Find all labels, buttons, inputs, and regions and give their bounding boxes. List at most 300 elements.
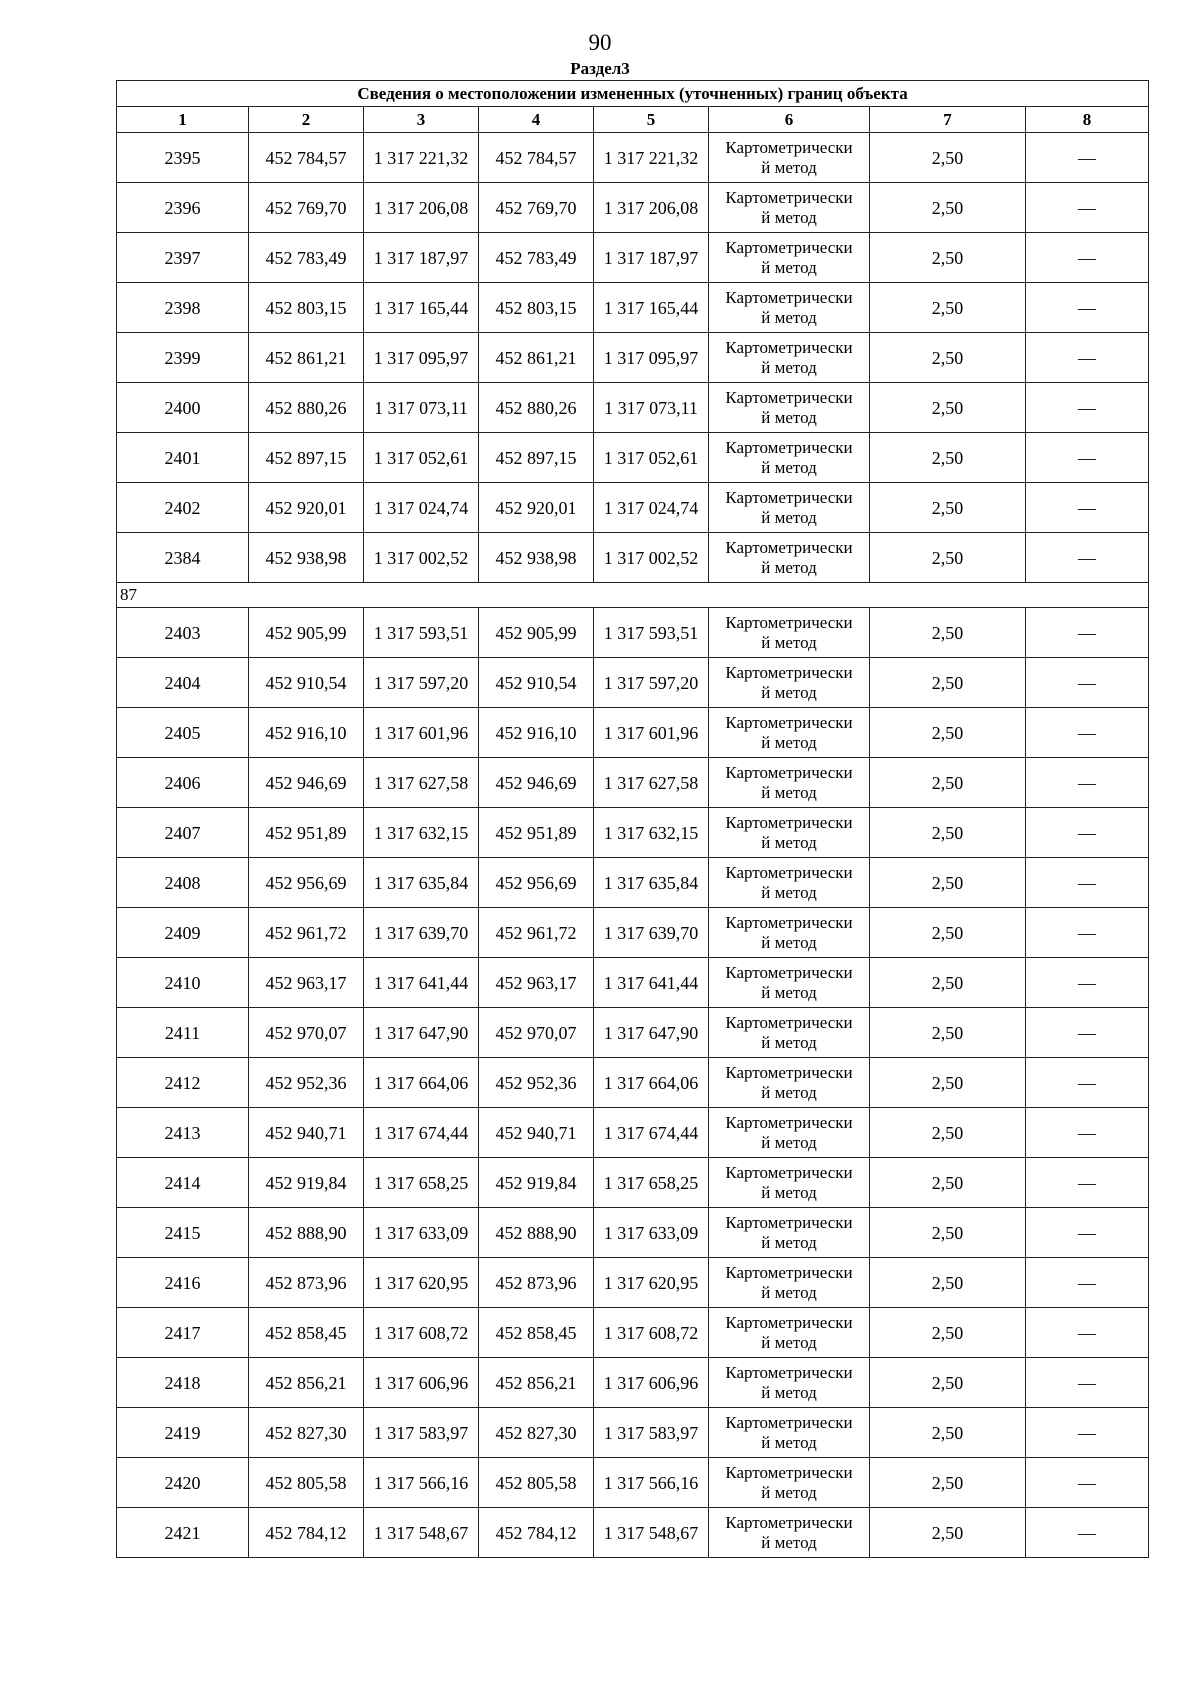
y-new-coordinate-cell: 1 317 632,15: [594, 808, 709, 858]
accuracy-cell: 2,50: [870, 1158, 1026, 1208]
method-text-line: й метод: [761, 257, 817, 277]
description-cell: —: [1026, 658, 1149, 708]
y-coordinate-cell: 1 317 593,51: [364, 608, 479, 658]
y-coordinate-cell: 1 317 633,09: [364, 1208, 479, 1258]
method-text-line: Картометрически: [725, 437, 853, 457]
method-text-line: й метод: [761, 1032, 817, 1052]
method-cell: [709, 1458, 870, 1508]
accuracy-cell: 2,50: [870, 183, 1026, 233]
method-text-line: й метод: [761, 1182, 817, 1202]
method-cell: [709, 483, 870, 533]
method-text-line: й метод: [761, 832, 817, 852]
group-label-row: [117, 583, 1149, 608]
method-text-line: й метод: [761, 307, 817, 327]
point-number-cell: 2409: [117, 908, 249, 958]
method-text-line: Картометрически: [725, 537, 853, 557]
y-new-coordinate-cell: 1 317 674,44: [594, 1108, 709, 1158]
method-cell: [709, 1358, 870, 1408]
x-new-coordinate-cell: 452 784,12: [479, 1508, 594, 1558]
method-text-line: й метод: [761, 932, 817, 952]
y-new-coordinate-cell: 1 317 566,16: [594, 1458, 709, 1508]
table-row: [117, 858, 1149, 908]
method-text-line: й метод: [761, 1232, 817, 1252]
accuracy-cell: 2,50: [870, 858, 1026, 908]
x-new-coordinate-cell: 452 888,90: [479, 1208, 594, 1258]
y-new-coordinate-cell: 1 317 221,32: [594, 133, 709, 183]
x-new-coordinate-cell: 452 916,10: [479, 708, 594, 758]
method-text-line: й метод: [761, 357, 817, 377]
y-new-coordinate-cell: 1 317 597,20: [594, 658, 709, 708]
y-coordinate-cell: 1 317 095,97: [364, 333, 479, 383]
description-cell: —: [1026, 858, 1149, 908]
point-number-cell: 2419: [117, 1408, 249, 1458]
method-text-line: Картометрически: [725, 287, 853, 307]
description-cell: —: [1026, 1058, 1149, 1108]
accuracy-cell: 2,50: [870, 1358, 1026, 1408]
y-new-coordinate-cell: 1 317 627,58: [594, 758, 709, 808]
description-cell: —: [1026, 708, 1149, 758]
table-row: [117, 233, 1149, 283]
table-row: [117, 1158, 1149, 1208]
description-cell: —: [1026, 183, 1149, 233]
column-number: 3: [364, 107, 479, 133]
y-coordinate-cell: 1 317 658,25: [364, 1158, 479, 1208]
x-new-coordinate-cell: 452 880,26: [479, 383, 594, 433]
y-new-coordinate-cell: 1 317 052,61: [594, 433, 709, 483]
y-new-coordinate-cell: 1 317 165,44: [594, 283, 709, 333]
method-text-line: й метод: [761, 1282, 817, 1302]
x-new-coordinate-cell: 452 919,84: [479, 1158, 594, 1208]
method-text-line: й метод: [761, 782, 817, 802]
method-text-line: й метод: [761, 732, 817, 752]
table-row: [117, 1358, 1149, 1408]
table-row: [117, 283, 1149, 333]
method-cell: [709, 1508, 870, 1558]
y-coordinate-cell: 1 317 221,32: [364, 133, 479, 183]
method-text-line: Картометрически: [725, 812, 853, 832]
accuracy-cell: 2,50: [870, 758, 1026, 808]
table-row: [117, 333, 1149, 383]
point-number-cell: 2410: [117, 958, 249, 1008]
description-cell: —: [1026, 1508, 1149, 1558]
table-row: [117, 758, 1149, 808]
method-text-line: й метод: [761, 1532, 817, 1552]
point-number-cell: 2408: [117, 858, 249, 908]
x-coordinate-cell: 452 805,58: [249, 1458, 364, 1508]
point-number-cell: 2400: [117, 383, 249, 433]
method-cell: [709, 608, 870, 658]
method-text-line: Картометрически: [725, 137, 853, 157]
method-text-line: Картометрически: [725, 712, 853, 732]
method-text-line: й метод: [761, 682, 817, 702]
y-coordinate-cell: 1 317 674,44: [364, 1108, 479, 1158]
y-coordinate-cell: 1 317 647,90: [364, 1008, 479, 1058]
accuracy-cell: 2,50: [870, 1308, 1026, 1358]
method-text-line: Картометрически: [725, 912, 853, 932]
y-coordinate-cell: 1 317 597,20: [364, 658, 479, 708]
y-coordinate-cell: 1 317 635,84: [364, 858, 479, 908]
method-text-line: й метод: [761, 882, 817, 902]
table-row: [117, 383, 1149, 433]
table-row: [117, 183, 1149, 233]
x-coordinate-cell: 452 940,71: [249, 1108, 364, 1158]
y-new-coordinate-cell: 1 317 024,74: [594, 483, 709, 533]
point-number-cell: 2399: [117, 333, 249, 383]
y-new-coordinate-cell: 1 317 095,97: [594, 333, 709, 383]
accuracy-cell: 2,50: [870, 133, 1026, 183]
y-new-coordinate-cell: 1 317 639,70: [594, 908, 709, 958]
method-cell: [709, 1008, 870, 1058]
method-text-line: Картометрически: [725, 1212, 853, 1232]
table-row: [117, 908, 1149, 958]
x-coordinate-cell: 452 951,89: [249, 808, 364, 858]
x-coordinate-cell: 452 970,07: [249, 1008, 364, 1058]
x-coordinate-cell: 452 897,15: [249, 433, 364, 483]
method-text-line: й метод: [761, 1132, 817, 1152]
description-cell: —: [1026, 433, 1149, 483]
y-new-coordinate-cell: 1 317 601,96: [594, 708, 709, 758]
y-new-coordinate-cell: 1 317 641,44: [594, 958, 709, 1008]
y-coordinate-cell: 1 317 583,97: [364, 1408, 479, 1458]
x-coordinate-cell: 452 888,90: [249, 1208, 364, 1258]
x-coordinate-cell: 452 784,57: [249, 133, 364, 183]
method-text-line: й метод: [761, 207, 817, 227]
method-text-line: Картометрически: [725, 1112, 853, 1132]
method-text-line: Картометрически: [725, 1162, 853, 1182]
table-row: [117, 1208, 1149, 1258]
method-text-line: Картометрически: [725, 1412, 853, 1432]
method-cell: [709, 333, 870, 383]
description-cell: —: [1026, 1358, 1149, 1408]
method-text-line: й метод: [761, 982, 817, 1002]
point-number-cell: 2402: [117, 483, 249, 533]
x-new-coordinate-cell: 452 856,21: [479, 1358, 594, 1408]
table-row: [117, 1258, 1149, 1308]
x-new-coordinate-cell: 452 805,58: [479, 1458, 594, 1508]
method-text-line: Картометрически: [725, 1462, 853, 1482]
table-row: [117, 708, 1149, 758]
method-cell: [709, 858, 870, 908]
description-cell: —: [1026, 483, 1149, 533]
y-new-coordinate-cell: 1 317 608,72: [594, 1308, 709, 1358]
method-cell: [709, 183, 870, 233]
column-number: 4: [479, 107, 594, 133]
method-cell: [709, 1258, 870, 1308]
description-cell: —: [1026, 1408, 1149, 1458]
section-title: Раздел3: [570, 59, 630, 78]
y-coordinate-cell: 1 317 052,61: [364, 433, 479, 483]
table-body: [117, 133, 1149, 1558]
coordinates-table: [116, 80, 1149, 1558]
y-coordinate-cell: 1 317 664,06: [364, 1058, 479, 1108]
accuracy-cell: 2,50: [870, 808, 1026, 858]
x-new-coordinate-cell: 452 803,15: [479, 283, 594, 333]
y-coordinate-cell: 1 317 566,16: [364, 1458, 479, 1508]
x-coordinate-cell: 452 938,98: [249, 533, 364, 583]
x-new-coordinate-cell: 452 858,45: [479, 1308, 594, 1358]
method-text-line: Картометрически: [725, 387, 853, 407]
method-cell: [709, 808, 870, 858]
method-cell: [709, 1408, 870, 1458]
y-new-coordinate-cell: 1 317 647,90: [594, 1008, 709, 1058]
x-coordinate-cell: 452 856,21: [249, 1358, 364, 1408]
x-new-coordinate-cell: 452 783,49: [479, 233, 594, 283]
accuracy-cell: 2,50: [870, 1258, 1026, 1308]
accuracy-cell: 2,50: [870, 283, 1026, 333]
column-number: 5: [594, 107, 709, 133]
accuracy-cell: 2,50: [870, 1408, 1026, 1458]
accuracy-cell: 2,50: [870, 1508, 1026, 1558]
method-text-line: Картометрически: [725, 962, 853, 982]
table-row: [117, 1108, 1149, 1158]
point-number-cell: 2401: [117, 433, 249, 483]
point-number-cell: 2418: [117, 1358, 249, 1408]
x-new-coordinate-cell: 452 897,15: [479, 433, 594, 483]
x-coordinate-cell: 452 910,54: [249, 658, 364, 708]
table-row: [117, 1008, 1149, 1058]
y-new-coordinate-cell: 1 317 002,52: [594, 533, 709, 583]
method-text-line: й метод: [761, 1332, 817, 1352]
description-cell: —: [1026, 1158, 1149, 1208]
x-new-coordinate-cell: 452 946,69: [479, 758, 594, 808]
point-number-cell: 2384: [117, 533, 249, 583]
x-new-coordinate-cell: 452 873,96: [479, 1258, 594, 1308]
point-number-cell: 2406: [117, 758, 249, 808]
method-text-line: й метод: [761, 157, 817, 177]
method-cell: [709, 383, 870, 433]
x-coordinate-cell: 452 827,30: [249, 1408, 364, 1458]
y-coordinate-cell: 1 317 165,44: [364, 283, 479, 333]
table-row: [117, 1408, 1149, 1458]
accuracy-cell: 2,50: [870, 708, 1026, 758]
x-coordinate-cell: 452 905,99: [249, 608, 364, 658]
x-coordinate-cell: 452 952,36: [249, 1058, 364, 1108]
method-cell: [709, 758, 870, 808]
x-coordinate-cell: 452 956,69: [249, 858, 364, 908]
y-coordinate-cell: 1 317 608,72: [364, 1308, 479, 1358]
accuracy-cell: 2,50: [870, 1008, 1026, 1058]
description-cell: —: [1026, 333, 1149, 383]
y-coordinate-cell: 1 317 606,96: [364, 1358, 479, 1408]
table-row: [117, 1058, 1149, 1108]
point-number-cell: 2396: [117, 183, 249, 233]
table-row: [117, 1508, 1149, 1558]
y-coordinate-cell: 1 317 073,11: [364, 383, 479, 433]
x-new-coordinate-cell: 452 951,89: [479, 808, 594, 858]
x-coordinate-cell: 452 963,17: [249, 958, 364, 1008]
x-coordinate-cell: 452 919,84: [249, 1158, 364, 1208]
column-number: 6: [709, 107, 870, 133]
x-new-coordinate-cell: 452 963,17: [479, 958, 594, 1008]
group-label: 87: [117, 583, 1149, 608]
y-coordinate-cell: 1 317 187,97: [364, 233, 479, 283]
description-cell: —: [1026, 808, 1149, 858]
method-text-line: Картометрически: [725, 1012, 853, 1032]
x-coordinate-cell: 452 916,10: [249, 708, 364, 758]
method-cell: [709, 1158, 870, 1208]
x-new-coordinate-cell: 452 784,57: [479, 133, 594, 183]
method-text-line: й метод: [761, 1482, 817, 1502]
y-coordinate-cell: 1 317 002,52: [364, 533, 479, 583]
description-cell: —: [1026, 1108, 1149, 1158]
y-new-coordinate-cell: 1 317 658,25: [594, 1158, 709, 1208]
table-row: [117, 658, 1149, 708]
y-new-coordinate-cell: 1 317 593,51: [594, 608, 709, 658]
method-text-line: Картометрически: [725, 337, 853, 357]
method-text-line: Картометрически: [725, 187, 853, 207]
method-cell: [709, 1108, 870, 1158]
method-text-line: й метод: [761, 507, 817, 527]
accuracy-cell: 2,50: [870, 908, 1026, 958]
description-cell: —: [1026, 908, 1149, 958]
accuracy-cell: 2,50: [870, 383, 1026, 433]
method-text-line: Картометрически: [725, 487, 853, 507]
y-new-coordinate-cell: 1 317 548,67: [594, 1508, 709, 1558]
point-number-cell: 2420: [117, 1458, 249, 1508]
method-text-line: Картометрически: [725, 1262, 853, 1282]
description-cell: —: [1026, 1308, 1149, 1358]
description-cell: —: [1026, 533, 1149, 583]
method-text-line: й метод: [761, 1082, 817, 1102]
x-new-coordinate-cell: 452 827,30: [479, 1408, 594, 1458]
point-number-cell: 2413: [117, 1108, 249, 1158]
table-row: [117, 483, 1149, 533]
point-number-cell: 2421: [117, 1508, 249, 1558]
method-cell: [709, 133, 870, 183]
accuracy-cell: 2,50: [870, 1208, 1026, 1258]
description-cell: —: [1026, 283, 1149, 333]
x-new-coordinate-cell: 452 952,36: [479, 1058, 594, 1108]
y-coordinate-cell: 1 317 024,74: [364, 483, 479, 533]
x-new-coordinate-cell: 452 961,72: [479, 908, 594, 958]
x-coordinate-cell: 452 961,72: [249, 908, 364, 958]
method-cell: [709, 283, 870, 333]
table-row: [117, 958, 1149, 1008]
method-text-line: Картометрически: [725, 762, 853, 782]
method-cell: [709, 1058, 870, 1108]
column-number-row: [117, 107, 1149, 133]
x-coordinate-cell: 452 880,26: [249, 383, 364, 433]
method-cell: [709, 233, 870, 283]
description-cell: —: [1026, 958, 1149, 1008]
x-coordinate-cell: 452 803,15: [249, 283, 364, 333]
point-number-cell: 2414: [117, 1158, 249, 1208]
x-coordinate-cell: 452 861,21: [249, 333, 364, 383]
x-new-coordinate-cell: 452 920,01: [479, 483, 594, 533]
x-coordinate-cell: 452 769,70: [249, 183, 364, 233]
point-number-cell: 2395: [117, 133, 249, 183]
y-coordinate-cell: 1 317 632,15: [364, 808, 479, 858]
y-new-coordinate-cell: 1 317 583,97: [594, 1408, 709, 1458]
y-new-coordinate-cell: 1 317 620,95: [594, 1258, 709, 1308]
x-new-coordinate-cell: 452 769,70: [479, 183, 594, 233]
point-number-cell: 2417: [117, 1308, 249, 1358]
y-new-coordinate-cell: 1 317 606,96: [594, 1358, 709, 1408]
accuracy-cell: 2,50: [870, 433, 1026, 483]
method-text-line: Картометрически: [725, 1062, 853, 1082]
point-number-cell: 2398: [117, 283, 249, 333]
method-text-line: Картометрически: [725, 1312, 853, 1332]
y-coordinate-cell: 1 317 627,58: [364, 758, 479, 808]
description-cell: —: [1026, 1208, 1149, 1258]
y-coordinate-cell: 1 317 641,44: [364, 958, 479, 1008]
point-number-cell: 2411: [117, 1008, 249, 1058]
description-cell: —: [1026, 1458, 1149, 1508]
y-coordinate-cell: 1 317 601,96: [364, 708, 479, 758]
x-coordinate-cell: 452 946,69: [249, 758, 364, 808]
point-number-cell: 2407: [117, 808, 249, 858]
column-number: 7: [870, 107, 1026, 133]
x-new-coordinate-cell: 452 956,69: [479, 858, 594, 908]
y-new-coordinate-cell: 1 317 633,09: [594, 1208, 709, 1258]
table-row: [117, 133, 1149, 183]
column-number: 8: [1026, 107, 1149, 133]
y-new-coordinate-cell: 1 317 664,06: [594, 1058, 709, 1108]
description-cell: —: [1026, 1008, 1149, 1058]
method-cell: [709, 433, 870, 483]
method-text-line: й метод: [761, 557, 817, 577]
description-cell: —: [1026, 383, 1149, 433]
point-number-cell: 2403: [117, 608, 249, 658]
description-cell: —: [1026, 133, 1149, 183]
x-new-coordinate-cell: 452 970,07: [479, 1008, 594, 1058]
description-cell: —: [1026, 758, 1149, 808]
x-coordinate-cell: 452 858,45: [249, 1308, 364, 1358]
method-cell: [709, 533, 870, 583]
column-number: 2: [249, 107, 364, 133]
accuracy-cell: 2,50: [870, 333, 1026, 383]
x-coordinate-cell: 452 920,01: [249, 483, 364, 533]
method-text-line: й метод: [761, 1382, 817, 1402]
table-row: [117, 533, 1149, 583]
column-number: 1: [117, 107, 249, 133]
method-cell: [709, 908, 870, 958]
accuracy-cell: 2,50: [870, 533, 1026, 583]
table-caption: Сведения о местоположении измененных (уточненных) границ объекта: [117, 81, 1149, 107]
x-new-coordinate-cell: 452 940,71: [479, 1108, 594, 1158]
method-text-line: й метод: [761, 457, 817, 477]
description-cell: —: [1026, 233, 1149, 283]
method-cell: [709, 958, 870, 1008]
x-new-coordinate-cell: 452 938,98: [479, 533, 594, 583]
y-new-coordinate-cell: 1 317 635,84: [594, 858, 709, 908]
accuracy-cell: 2,50: [870, 1458, 1026, 1508]
method-text-line: й метод: [761, 407, 817, 427]
method-text-line: Картометрически: [725, 862, 853, 882]
y-new-coordinate-cell: 1 317 187,97: [594, 233, 709, 283]
method-text-line: Картометрически: [725, 237, 853, 257]
method-text-line: Картометрически: [725, 1512, 853, 1532]
accuracy-cell: 2,50: [870, 483, 1026, 533]
accuracy-cell: 2,50: [870, 1058, 1026, 1108]
method-cell: [709, 1208, 870, 1258]
method-cell: [709, 708, 870, 758]
point-number-cell: 2405: [117, 708, 249, 758]
method-cell: [709, 1308, 870, 1358]
point-number-cell: 2416: [117, 1258, 249, 1308]
method-text-line: Картометрически: [725, 662, 853, 682]
method-cell: [709, 658, 870, 708]
y-coordinate-cell: 1 317 620,95: [364, 1258, 479, 1308]
x-new-coordinate-cell: 452 905,99: [479, 608, 594, 658]
method-text-line: Картометрически: [725, 1362, 853, 1382]
point-number-cell: 2404: [117, 658, 249, 708]
accuracy-cell: 2,50: [870, 958, 1026, 1008]
accuracy-cell: 2,50: [870, 658, 1026, 708]
accuracy-cell: 2,50: [870, 1108, 1026, 1158]
page-number: 90: [588, 30, 612, 55]
table-row: [117, 1308, 1149, 1358]
